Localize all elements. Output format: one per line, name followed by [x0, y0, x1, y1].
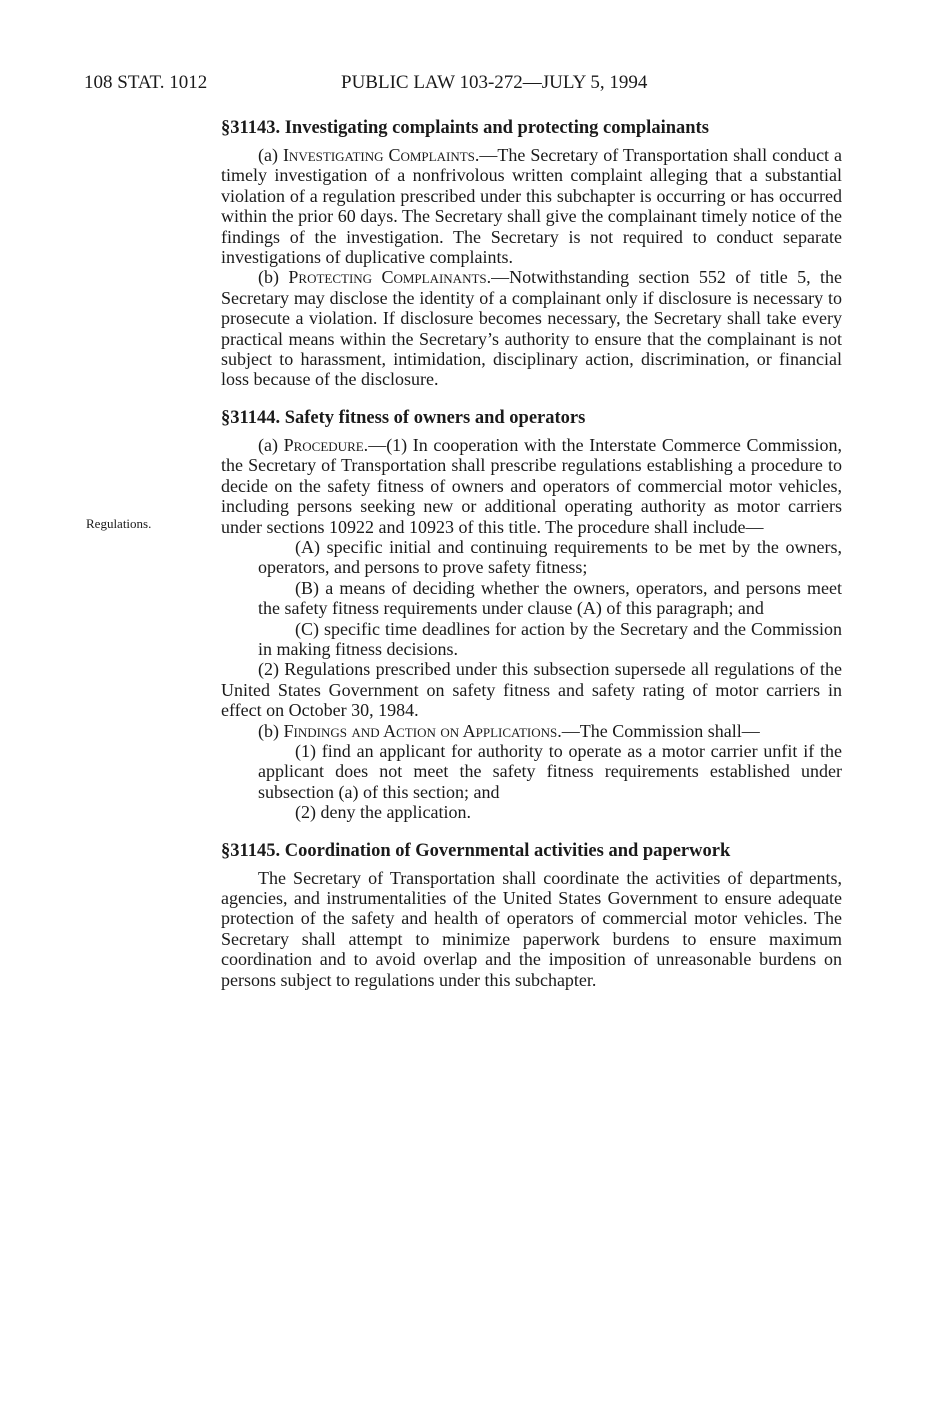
document-body	[221, 118, 842, 990]
section-31145-text: The Secretary of Transportation shall coordinate the activities of departments, agencies, and instrumentalities of the United States Government to ensure adequate protection of the safety and health of operators of commercial motor vehicles. The Secretary shall attempt to minimize paperwork burdens to ensure maximum coordination and to avoid overlap and the imposition of unreasonable burdens on persons subject to regulations under this subchapter.	[221, 867, 842, 990]
section-31145-heading: §31145. Coordination of Governmental activities and paperwork	[221, 840, 731, 861]
section-31143-subsection-a: (a) Investigating Complaints.—The Secretary of Transportation shall conduct a timely investigation of a nonfrivolous written complaint alleging that a substantial violation of a regulation prescribed under this subchapter is occurring or has occurred within the prior 60 days. The Secretary shall give the complainant timely notice of the findings of the investigation. The Secretary is not required to conduct separate investigations of duplicative complaints.	[221, 145, 842, 268]
section-31144-heading: §31144. Safety fitness of owners and operators	[221, 407, 586, 428]
list-item: (1) find an applicant for authority to operate as a motor carrier unfit if the applicant does not meet the safety fitness requirements established under subsection (a) of this section; and	[258, 740, 842, 802]
section-31144-subsection-a-paragraph-2: (2) Regulations prescribed under this subsection supersede all regulations of the United States Government on safety fitness and safety rating of motor carriers in effect on October 30, 1984.	[221, 659, 842, 721]
list-item: (B) a means of deciding whether the owners, operators, and persons meet the safety fitness requirements under clause (A) of this paragraph; and	[258, 577, 842, 619]
section-31143-subsection-b: (b) Protecting Complainants.—Notwithstanding section 552 of title 5, the Secretary may disclose the identity of a complainant only if disclosure is necessary to prosecute a violation. If disclosure becomes necessary, the Secretary shall take every practical means within the Secretary’s authority to ensure that the complainant is not subject to harassment, intimidation, disciplinary action, discrimination, or financial loss because of the disclosure.	[221, 267, 842, 390]
list-item: (C) specific time deadlines for action by the Secretary and the Commission in making fitness decisions.	[258, 618, 842, 659]
statute-page-number: 108 STAT. 1012	[84, 72, 208, 93]
subsection-a-heading: Investigating Complaints.	[282, 145, 480, 165]
public-law-title: PUBLIC LAW 103-272—JULY 5, 1994	[341, 72, 648, 93]
margin-note-regulations: Regulations.	[86, 516, 152, 531]
section-31143-heading: §31143. Investigating complaints and protecting complainants	[221, 118, 709, 138]
subsection-a-heading: Procedure.	[283, 434, 369, 455]
list-item: (A) specific initial and continuing requirements to be met by the owners, operators, and persons to prove safety fitness;	[258, 536, 842, 578]
section-31144-subsection-a: (a) Procedure.—(1) In cooperation with the Interstate Commerce Commission, the Secretary of Transportation shall prescribe regulations establishing a procedure to decide on the safety fitness of owners and operators of commercial motor vehicles, including persons seeking new or additional operating authority as motor carriers under sections 10922 and 10923 of this title. The procedure shall include—	[221, 434, 842, 537]
section-31144-subsection-b: (b) Findings and Action on Applications.—The Commission shall—	[258, 720, 760, 741]
subsection-b-heading: Protecting Complainants.	[288, 267, 492, 288]
subsection-b-heading: Findings and Action on Applications.	[283, 720, 562, 741]
page-header	[84, 72, 839, 98]
list-item: (2) deny the application.	[295, 802, 471, 823]
